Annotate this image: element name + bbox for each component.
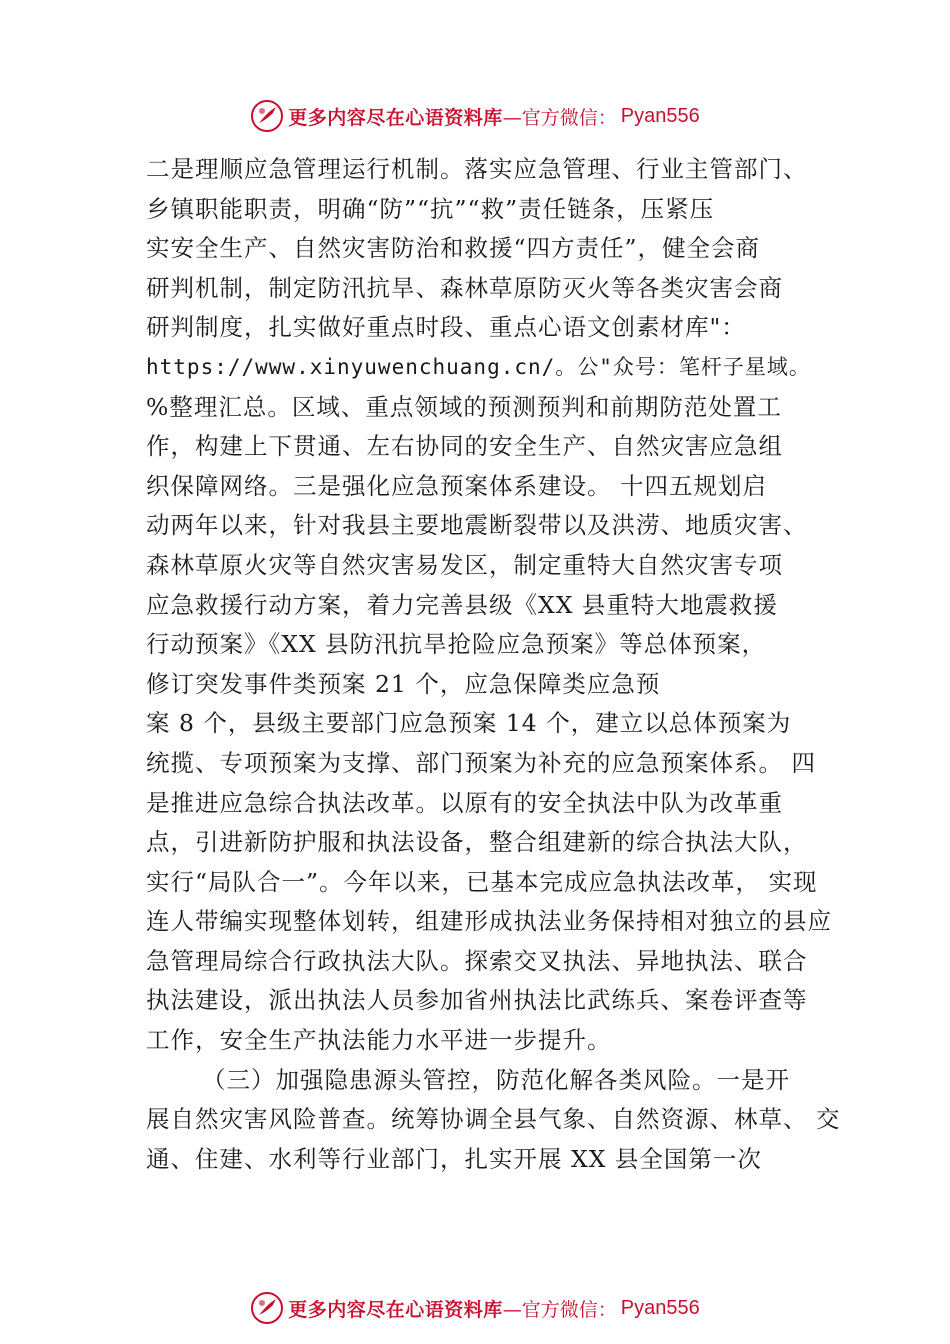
watermark-text: 更多内容尽在心语资料库 (288, 1298, 503, 1321)
text-line: 行动预案》《XX 县防汛抗旱抢险应急预案》等总体预案， (146, 630, 767, 659)
watermark-header (0, 94, 950, 138)
text-line: 工作，安全生产执法能力水平进一步提升。 (146, 1026, 612, 1055)
watermark-wechat-id: Pyan556 (620, 104, 700, 127)
text-line-url: https://www.xinyuwenchuang.cn/。公"众号：笔杆子星域。 (146, 354, 811, 379)
brush-logo-icon (250, 1291, 284, 1325)
text-line: 案 8 个，县级主要部门应急预案 14 个，建立以总体预案为 (146, 709, 792, 738)
text-line: 急管理局综合行政执法大队。探索交叉执法、异地执法、联合 (146, 946, 808, 975)
text-line: 作，构建上下贯通、左右协同的安全生产、自然灾害应急组 (146, 432, 783, 461)
text-line: 实行“局队合一”。今年以来，已基本完成应急执法改革， 实现 (146, 867, 818, 896)
text-line: 乡镇职能职责，明确“防”“抗”“救”责任链条，压紧压 (146, 194, 715, 223)
text-line: 修订突发事件类预案 21 个，应急保障类应急预 (146, 669, 661, 698)
watermark-text: 更多内容尽在心语资料库 (288, 106, 503, 129)
text-line: 点，引进新防护服和执法设备，整合组建新的综合执法大队， (146, 828, 808, 857)
text-line: 动两年以来，针对我县主要地震断裂带以及洪涝、地质灾害、 (146, 511, 808, 540)
text-line: 二是理顺应急管理运行机制。落实应急管理、行业主管部门、 (146, 155, 808, 183)
text-line: 通、住建、水利等行业部门，扎实开展 XX 县全国第一次 (146, 1144, 762, 1173)
document-body (146, 150, 841, 1179)
text-line: 连人带编实现整体划转，组建形成执法业务保持相对独立的县应 (146, 907, 832, 936)
text-line: 统揽、专项预案为支撑、部门预案为补充的应急预案体系。 四 (146, 748, 816, 777)
watermark-wechat-id: Pyan556 (620, 1296, 700, 1319)
text-line: 展自然灾害风险普查。统筹协调全县气象、自然资源、林草、 交 (146, 1105, 841, 1134)
text-line: 研判机制，制定防汛抗旱、森林草原防灭火等各类灾害会商 (146, 273, 783, 302)
text-line: 实安全生产、自然灾害防治和救援“四方责任”，健全会商 (146, 234, 761, 263)
watermark-subtext: —官方微信： (502, 1298, 617, 1321)
brush-logo-icon (250, 99, 284, 133)
text-line: 应急救援行动方案，着力完善县级《XX 县重特大地震救援 (146, 590, 778, 619)
paragraph-start-line: （三）加强隐患源头管控，防范化解各类风险。一是开 (202, 1065, 790, 1094)
text-line: %整理汇总。区域、重点领域的预测预判和前期防范处置工 (146, 392, 782, 421)
watermark-subtext: —官方微信： (502, 106, 617, 129)
text-line: 森林草原火灾等自然灾害易发区，制定重特大自然灾害专项 (146, 550, 783, 579)
watermark-footer (0, 1286, 950, 1330)
text-line: 织保障网络。三是强化应急预案体系建设。 十四五规划启 (146, 471, 767, 500)
text-line: 研判制度，扎实做好重点时段、重点心语文创素材库"： (146, 313, 746, 342)
text-line: 执法建设，派出执法人员参加省州执法比武练兵、案卷评查等 (146, 986, 808, 1015)
text-line: 是推进应急综合执法改革。以原有的安全执法中队为改革重 (146, 788, 783, 817)
